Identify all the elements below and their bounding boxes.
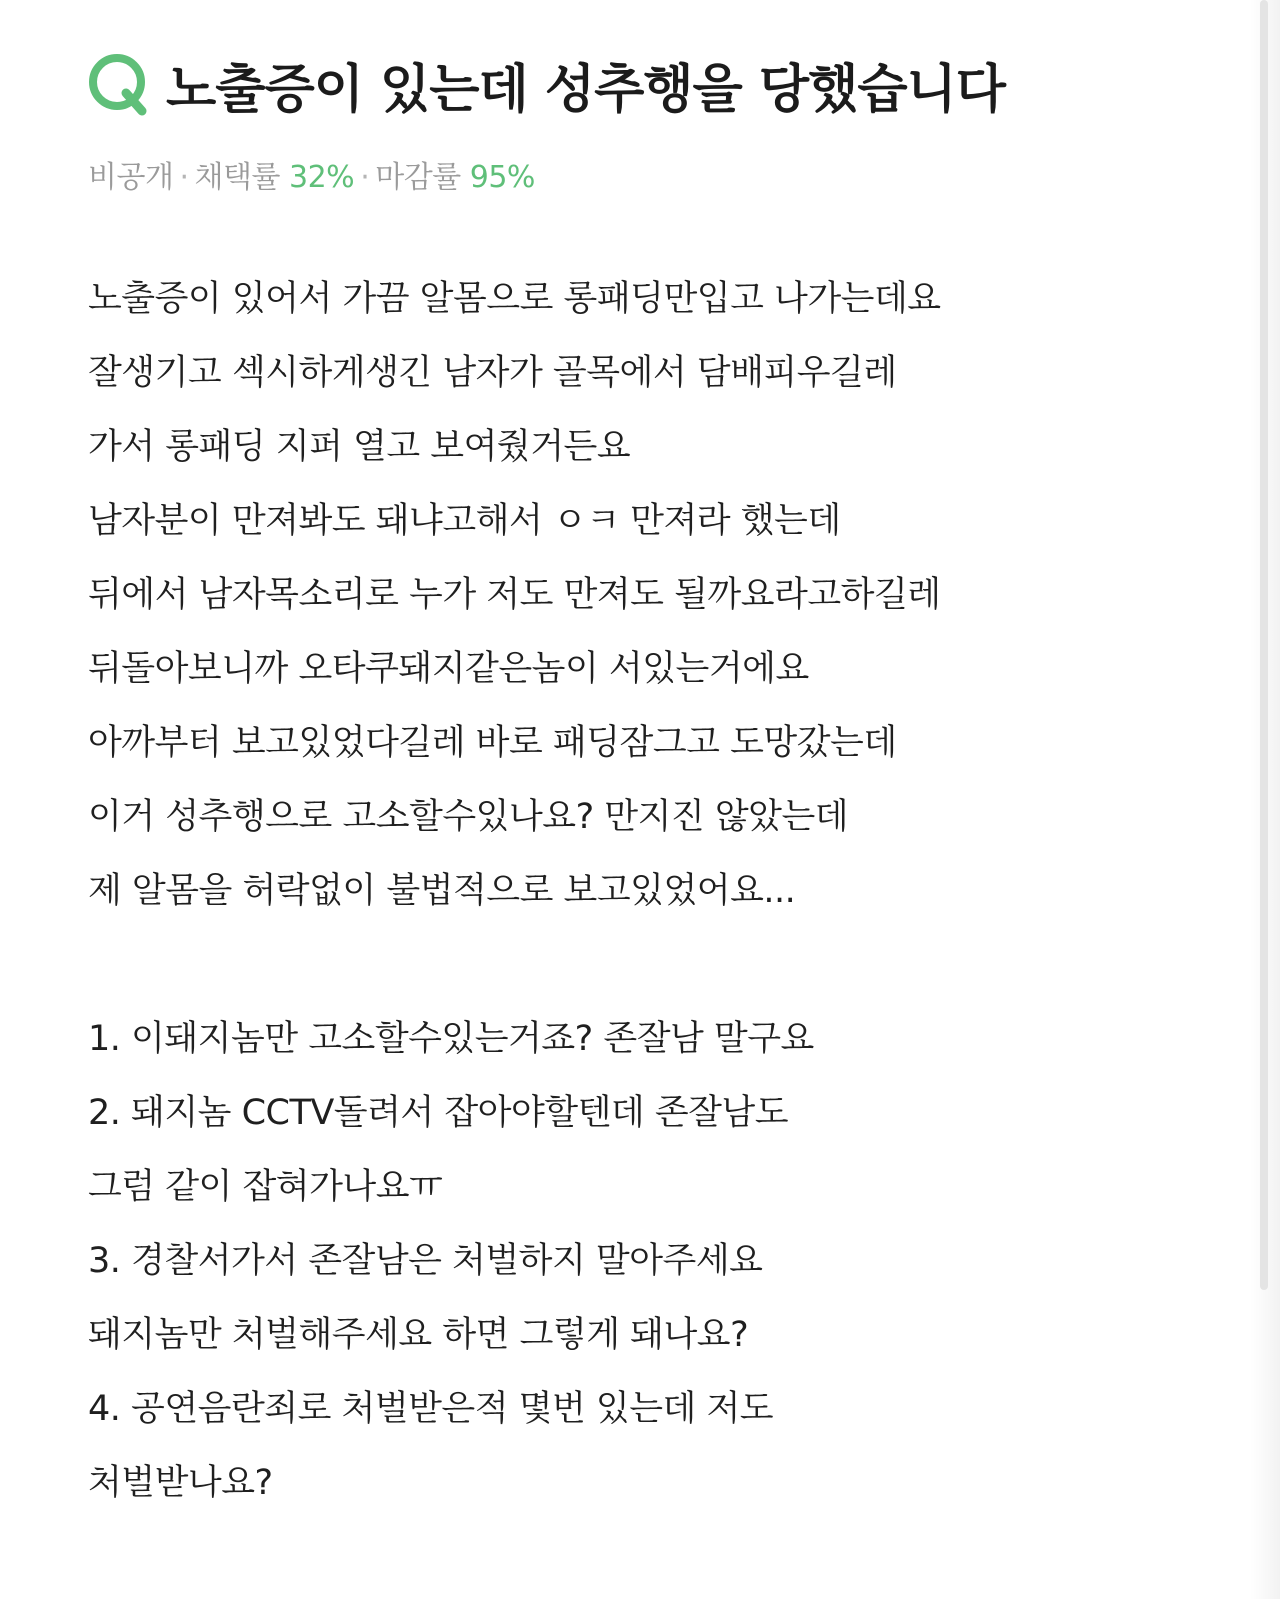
body-line: 잘생기고 섹시하게생긴 남자가 골목에서 담배피우길레 [88, 353, 897, 393]
body-line: 노출증이 있어서 가끔 알몸으로 롱패딩만입고 나가는데요 [88, 279, 941, 319]
question-meta [88, 152, 535, 196]
question-item-line: 처벌받나요? [88, 1463, 273, 1503]
body-line: 뒤에서 남자목소리로 누가 저도 만져도 될까요라고하길레 [88, 575, 941, 615]
visibility-label: 비공개 [88, 160, 174, 195]
question-title: 노출증이 있는데 성추행을 당했습니다 [166, 59, 1006, 120]
body-line: 아까부터 보고있었다길레 바로 패딩잠그고 도망갔는데 [88, 723, 897, 763]
question-body [88, 262, 1198, 1520]
question-item-line: 3. 경찰서가서 존잘남은 처벌하지 말아주세요 [88, 1241, 763, 1281]
body-line: 제 알몸을 허락없이 불법적으로 보고있었어요... [88, 871, 796, 911]
question-item-line: 2. 돼지놈 CCTV돌려서 잡아야할텐데 존잘남도 [88, 1093, 789, 1133]
question-q-icon [86, 49, 152, 119]
closing-rate-value: 95% [469, 160, 535, 195]
meta-separator: · [360, 160, 370, 195]
paragraph-gap [88, 928, 1198, 1002]
question-item-line: 돼지놈만 처벌해주세요 하면 그렇게 돼나요? [88, 1315, 749, 1355]
question-item-line: 1. 이돼지놈만 고소할수있는거죠? 존잘남 말구요 [88, 1019, 814, 1059]
adoption-rate-label: 채택률 [194, 160, 280, 195]
meta-separator: · [179, 160, 189, 195]
question-item-line: 그럼 같이 잡혀가나요ㅠ [88, 1167, 443, 1207]
body-line: 남자분이 만져봐도 돼냐고해서 ㅇㅋ 만져라 했는데 [88, 501, 841, 541]
closing-rate-label: 마감률 [375, 160, 461, 195]
question-header [86, 44, 1186, 124]
body-line: 뒤돌아보니까 오타쿠돼지같은놈이 서있는거에요 [88, 649, 809, 689]
body-line: 이거 성추행으로 고소할수있나요? 만지진 않았는데 [88, 797, 849, 837]
question-item-line: 4. 공연음란죄로 처벌받은적 몇번 있는데 저도 [88, 1389, 774, 1429]
scrollbar[interactable] [1260, 0, 1268, 1290]
adoption-rate-value: 32% [289, 160, 355, 195]
body-line: 가서 롱패딩 지퍼 열고 보여줬거든요 [88, 427, 631, 467]
